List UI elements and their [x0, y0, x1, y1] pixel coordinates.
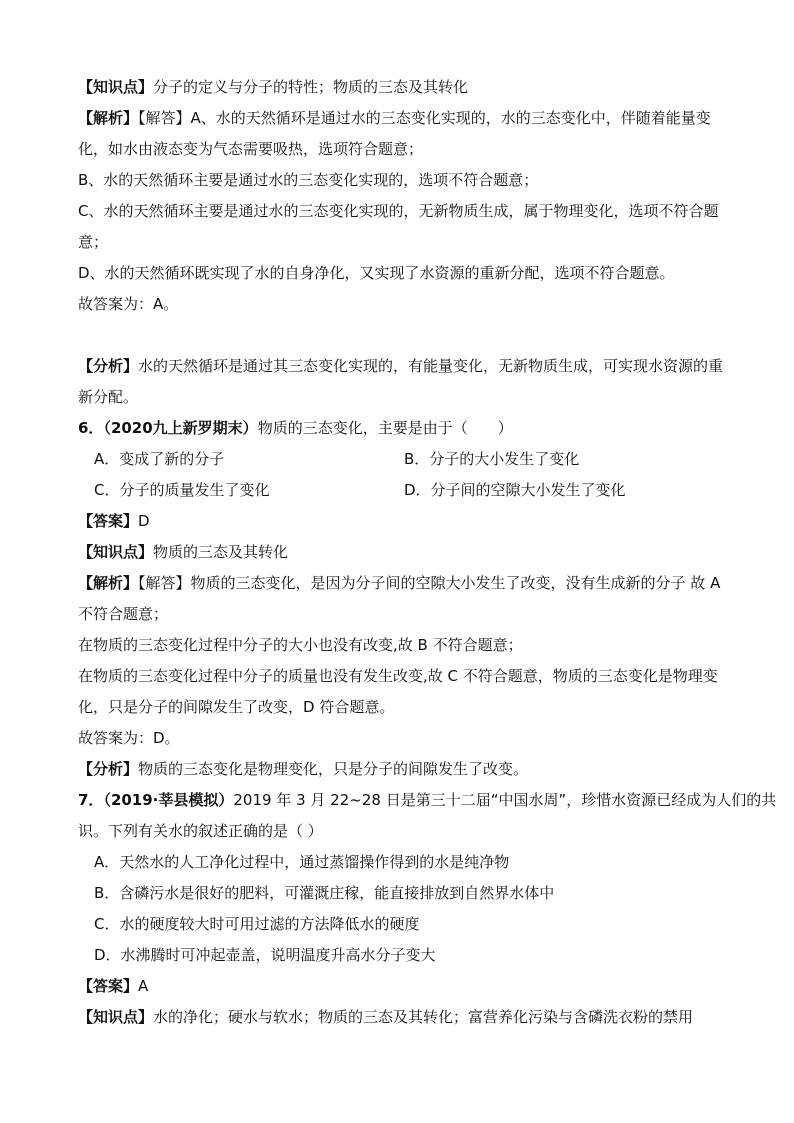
q7-option-d: D．水沸腾时可冲起壶盖，说明温度升高水分子变大 — [94, 946, 436, 964]
answer-value: D — [138, 512, 150, 530]
knowledge-text: 物质的三态及其转化 — [153, 543, 289, 561]
q7-stem-line-2: 识。下列有关水的叙述正确的是（ ） — [78, 822, 323, 840]
knowledge-text: 分子的定义与分子的特性；物质的三态及其转化 — [153, 78, 469, 96]
q7-answer-line — [78, 971, 718, 1002]
question-source: （2020九上新罗期末） — [103, 419, 258, 437]
q6-answer-line — [78, 506, 718, 537]
fenxi-text: 物质的三态变化是物理变化，只是分子的间隙发生了改变。 — [138, 760, 529, 778]
q6-fenxi-line — [78, 754, 718, 785]
q7-knowledge-line — [78, 1002, 718, 1033]
knowledge-tag: 【知识点】 — [78, 543, 154, 561]
analysis-tag: 【解析】 — [78, 574, 139, 592]
q5-knowledge-line — [78, 72, 718, 103]
analysis-text: 物质的三态变化，是因为分子间的空隙大小发生了改变，没有生成新的分子 故 A — [190, 574, 721, 592]
q6-final-answer: 故答案为：D。 — [78, 729, 180, 747]
question-stem: 物质的三态变化，主要是由于（ ） — [257, 419, 513, 437]
q7-option-b: B．含磷污水是很好的肥料，可灌溉庄稼，能直接排放到自然界水体中 — [94, 884, 555, 902]
solve-tag: 【解答】 — [138, 109, 191, 127]
document-content — [78, 72, 777, 1033]
q5-fenxi-line-2: 新分配。 — [78, 388, 139, 406]
q6-option-c: C．分子的质量发生了变化 — [94, 481, 270, 499]
q6-knowledge-line — [78, 537, 718, 568]
fenxi-tag: 【分析】 — [78, 357, 139, 375]
question-source: （2019·莘县模拟） — [103, 791, 234, 809]
q6-analysis-line-4: 在物质的三态变化过程中分子的质量也没有发生改变,故 C 不符合题意，物质的三态变化是物理变 — [78, 667, 718, 685]
q6-analysis-line-1 — [78, 568, 721, 599]
answer-tag: 【答案】 — [78, 977, 139, 995]
answer-tag: 【答案】 — [78, 512, 139, 530]
q6-options-row-1 — [78, 444, 718, 475]
q6-option-b: B．分子的大小发生了变化 — [404, 450, 580, 468]
q6-stem — [78, 413, 718, 444]
q5-analysis-line-3: B、水的天然循环主要是通过水的三态变化实现的，选项不符合题意； — [78, 171, 539, 189]
q6-option-d: D．分子间的空隙大小发生了变化 — [404, 481, 626, 499]
q7-option-a: A．天然水的人工净化过程中，通过蒸馏操作得到的水是纯净物 — [94, 853, 510, 871]
question-number: 7． — [78, 791, 104, 809]
q6-option-a: A．变成了新的分子 — [94, 450, 225, 468]
q7-option-c: C．水的硬度较大时可用过滤的方法降低水的硬度 — [94, 915, 420, 933]
q5-analysis-line-1 — [78, 103, 718, 134]
q5-fenxi-line-1 — [78, 351, 724, 382]
q5-analysis-line-6: D、水的天然循环既实现了水的自身净化，又实现了水资源的重新分配，选项不符合题意。 — [78, 264, 675, 282]
answer-value: A — [138, 977, 149, 995]
q5-analysis-line-4: C、水的天然循环主要是通过水的三态变化实现的，无新物质生成，属于物理变化，选项不符合题 — [78, 202, 719, 220]
q7-stem-line-1 — [78, 785, 777, 816]
q6-analysis-line-5: 化，只是分子的间隙发生了改变，D 符合题意。 — [78, 698, 395, 716]
q6-analysis-line-3: 在物质的三态变化过程中分子的大小也没有改变,故 B 不符合题意； — [78, 636, 523, 654]
analysis-tag: 【解析】 — [78, 109, 139, 127]
fenxi-text: 水的天然循环是通过其三态变化实现的，有能量变化，无新物质生成，可实现水资源的重 — [138, 357, 724, 375]
q5-analysis-line-5: 意； — [78, 233, 109, 251]
question-stem: 2019 年 3 月 22~28 日是第三十二届“中国水周”，珍惜水资源已经成为人们的共 — [233, 791, 777, 809]
q5-analysis-line-2: 化，如水由液态变为气态需要吸热，选项符合题意； — [78, 140, 424, 158]
knowledge-tag: 【知识点】 — [78, 1008, 154, 1026]
question-number: 6． — [78, 419, 104, 437]
fenxi-tag: 【分析】 — [78, 760, 139, 778]
q6-options-row-2 — [78, 475, 718, 506]
solve-tag: 【解答】 — [138, 574, 191, 592]
analysis-text: A、水的天然循环是通过水的三态变化实现的，水的三态变化中，伴随着能量变 — [190, 109, 711, 127]
knowledge-text: 水的净化；硬水与软水；物质的三态及其转化；富营养化污染与含磷洗衣粉的禁用 — [153, 1008, 694, 1026]
knowledge-tag: 【知识点】 — [78, 78, 154, 96]
q6-analysis-line-2: 不符合题意； — [78, 605, 169, 623]
q5-final-answer: 故答案为：A。 — [78, 295, 179, 313]
